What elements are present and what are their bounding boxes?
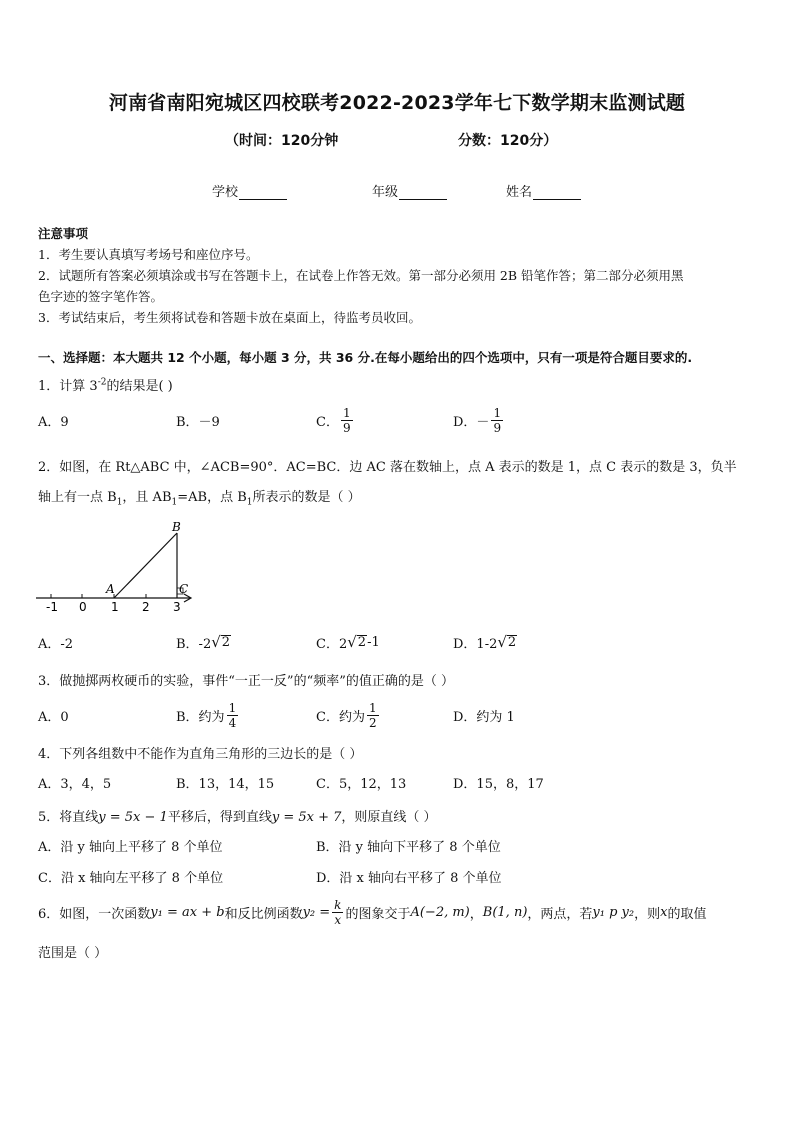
q5-option-d[interactable]: D．沿 x 轴向右平移了 8 个单位 bbox=[316, 870, 502, 886]
sqrt: √ 2 bbox=[347, 633, 367, 651]
fraction: $\frac{1}{4}$ bbox=[228, 700, 237, 730]
notice-heading: 注意事项 bbox=[38, 226, 89, 241]
fraction: $\frac{1}{9}$ bbox=[342, 405, 351, 435]
tick-label: 2 bbox=[142, 600, 150, 614]
exam-time: （时间：120分钟 bbox=[225, 133, 339, 149]
tick-label: 3 bbox=[173, 600, 181, 614]
question-6-stem-line2: 范围是（ ） bbox=[38, 946, 108, 961]
tick-label: 1 bbox=[111, 600, 119, 614]
condition: y₁ p y₂ bbox=[592, 904, 635, 920]
q3-option-a[interactable]: A．0 bbox=[38, 709, 69, 725]
equation: y = 5x − 1 bbox=[98, 810, 168, 825]
q4-option-b[interactable]: B．13，14，15 bbox=[176, 776, 275, 792]
exam-title: 河南省南阳宛城区四校联考2022-2023学年七下数学期末监测试题 bbox=[108, 92, 686, 114]
equation: y₂ = bbox=[302, 904, 331, 920]
notice-item: 2．试题所有答案必须填涂或书写在答题卡上，在试卷上作答无效。第一部分必须用 2B 铅笔作答；第二部分必须用黑 bbox=[38, 268, 684, 283]
q3-option-c[interactable]: C．约为 $\frac{1}{2}$ bbox=[316, 700, 377, 730]
sqrt: √ 2 bbox=[497, 633, 517, 651]
question-5-stem: 5．将直线y = 5x − 1平移后，得到直线y = 5x + 7，则原直线（ ） bbox=[38, 810, 437, 825]
question-2-options bbox=[38, 628, 763, 656]
side-ab bbox=[114, 533, 177, 598]
point-b: B(1, n) bbox=[482, 904, 528, 920]
vertex-label-c: C bbox=[179, 582, 189, 596]
q4-option-c[interactable]: C．5，12，13 bbox=[316, 776, 407, 792]
question-4-options bbox=[38, 768, 763, 796]
notice-item: 色字迹的签字笔作答。 bbox=[38, 289, 164, 304]
grade-field[interactable]: 年级 bbox=[372, 181, 447, 200]
question-1-options bbox=[38, 406, 763, 434]
notice-block bbox=[38, 223, 758, 328]
section-heading: 一、选择题：本大题共 12 个小题，每小题 3 分，共 36 分.在每小题给出的四个选项中，只有一项是符合题目要求的. bbox=[38, 350, 693, 365]
q1-option-c[interactable]: C． $\frac{1}{9}$ bbox=[316, 405, 351, 435]
q2-option-b[interactable]: B．-2 √ 2 bbox=[176, 633, 231, 652]
school-field[interactable]: 学校 bbox=[212, 181, 287, 200]
tick-label: 0 bbox=[79, 600, 87, 614]
tick-label: -1 bbox=[46, 600, 58, 614]
name-field[interactable]: 姓名 bbox=[506, 181, 581, 200]
q1-option-d[interactable]: D．－ $\frac{1}{9}$ bbox=[453, 405, 502, 435]
question-6-stem-line1: 6．如图，一次函数 y₁ = ax + b 和反比例函数 y₂ = $\frac{k}{x}$ 的图象交于 A(−2, m) ， B(1, n) ，两点，若 y₁ p y₂ ，则 x 的取值 bbox=[38, 897, 707, 927]
equation: y = 5x + 7 bbox=[271, 810, 342, 825]
exam-score: 分数：120分） bbox=[458, 133, 558, 149]
sqrt: √ 2 bbox=[211, 633, 231, 651]
question-1-stem: 1．计算 $3^{-2}$的结果是( ) bbox=[38, 377, 173, 394]
point-a: A(−2, m) bbox=[410, 904, 470, 920]
question-3-options bbox=[38, 701, 763, 729]
fraction: $\frac{k}{x}$ bbox=[334, 897, 342, 927]
q2-option-d[interactable]: D．1-2 √ 2 bbox=[453, 633, 517, 652]
q1-option-b[interactable]: B．－9 bbox=[176, 414, 220, 430]
q2-option-c[interactable]: C．2 √ 2 -1 bbox=[316, 633, 380, 652]
question-5-options-row2 bbox=[38, 862, 763, 890]
triangle-number-line-figure bbox=[36, 518, 206, 618]
notice-item: 1．考生要认真填写考场号和座位序号。 bbox=[38, 247, 259, 262]
q1-option-a[interactable]: A．9 bbox=[38, 414, 69, 430]
q5-option-a[interactable]: A．沿 y 轴向上平移了 8 个单位 bbox=[38, 839, 223, 855]
q4-option-d[interactable]: D．15，8，17 bbox=[453, 776, 544, 792]
q3-option-b[interactable]: B．约为 $\frac{1}{4}$ bbox=[176, 700, 237, 730]
equation: y₁ = ax + b bbox=[150, 904, 225, 920]
question-2-stem-line2: 轴上有一点 $B_1$，且 $AB_1=AB$，点 $B_1$所表示的数是（ ） bbox=[38, 490, 361, 508]
question-4-stem: 4．下列各组数中不能作为直角三角形的三边长的是（ ） bbox=[38, 747, 363, 762]
notice-item: 3．考试结束后，考生须将试卷和答题卡放在桌面上，待监考员收回。 bbox=[38, 310, 421, 325]
vertex-label-b: B bbox=[172, 520, 181, 534]
q3-option-d[interactable]: D．约为 1 bbox=[453, 709, 515, 725]
question-3-stem: 3．做抛掷两枚硬币的实验，事件“一正一反”的“频率”的值正确的是（ ） bbox=[38, 674, 454, 689]
q2-option-a[interactable]: A．-2 bbox=[38, 636, 74, 652]
q5-option-c[interactable]: C．沿 x 轴向左平移了 8 个单位 bbox=[38, 870, 224, 886]
question-5-options-row1 bbox=[38, 831, 763, 859]
q4-option-a[interactable]: A．3，4，5 bbox=[38, 776, 112, 792]
question-2-stem-line1: 2．如图，在 Rt△ABC 中，∠ACB=90°．AC=BC．边 AC 落在数轴上，点 A 表示的数是 1，点 C 表示的数是 3，负半 bbox=[38, 460, 737, 475]
fraction: $\frac{1}{2}$ bbox=[368, 700, 377, 730]
q5-option-b[interactable]: B．沿 y 轴向下平移了 8 个单位 bbox=[316, 839, 501, 855]
vertex-label-a: A bbox=[106, 582, 115, 596]
fraction: $\frac{1}{9}$ bbox=[493, 405, 502, 435]
